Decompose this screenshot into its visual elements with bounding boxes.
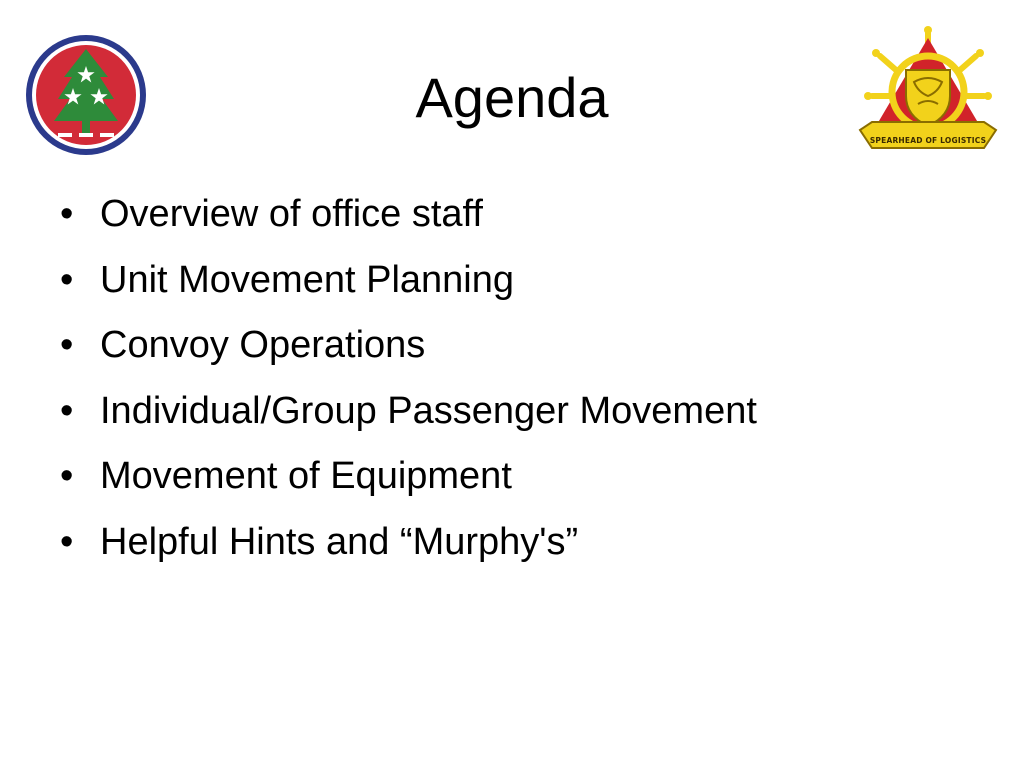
agenda-item-text: Helpful Hints and “Murphy's” — [100, 520, 579, 563]
agenda-item-text: Unit Movement Planning — [100, 258, 514, 301]
agenda-item-text: Individual/Group Passenger Movement — [100, 389, 757, 432]
bullet-glyph: • — [60, 389, 74, 432]
agenda-item-text: Overview of office staff — [100, 193, 483, 235]
bullet-glyph: • — [60, 520, 74, 563]
agenda-item — [60, 448, 757, 514]
agenda-item — [60, 252, 757, 318]
bullet-glyph: • — [60, 324, 74, 366]
agenda-list — [60, 186, 757, 579]
agenda-item — [60, 317, 757, 383]
agenda-item — [60, 186, 757, 252]
bullet-glyph: • — [60, 258, 74, 301]
agenda-item — [60, 383, 757, 449]
agenda-item — [60, 514, 757, 580]
agenda-item-text: Convoy Operations — [100, 324, 426, 366]
bullet-glyph: • — [60, 455, 74, 497]
agenda-item-text: Movement of Equipment — [100, 455, 512, 497]
insignia-motto: SPEARHEAD OF LOGISTICS — [869, 136, 987, 145]
slide-title: Agenda — [415, 66, 609, 129]
bullet-glyph: • — [60, 193, 74, 235]
